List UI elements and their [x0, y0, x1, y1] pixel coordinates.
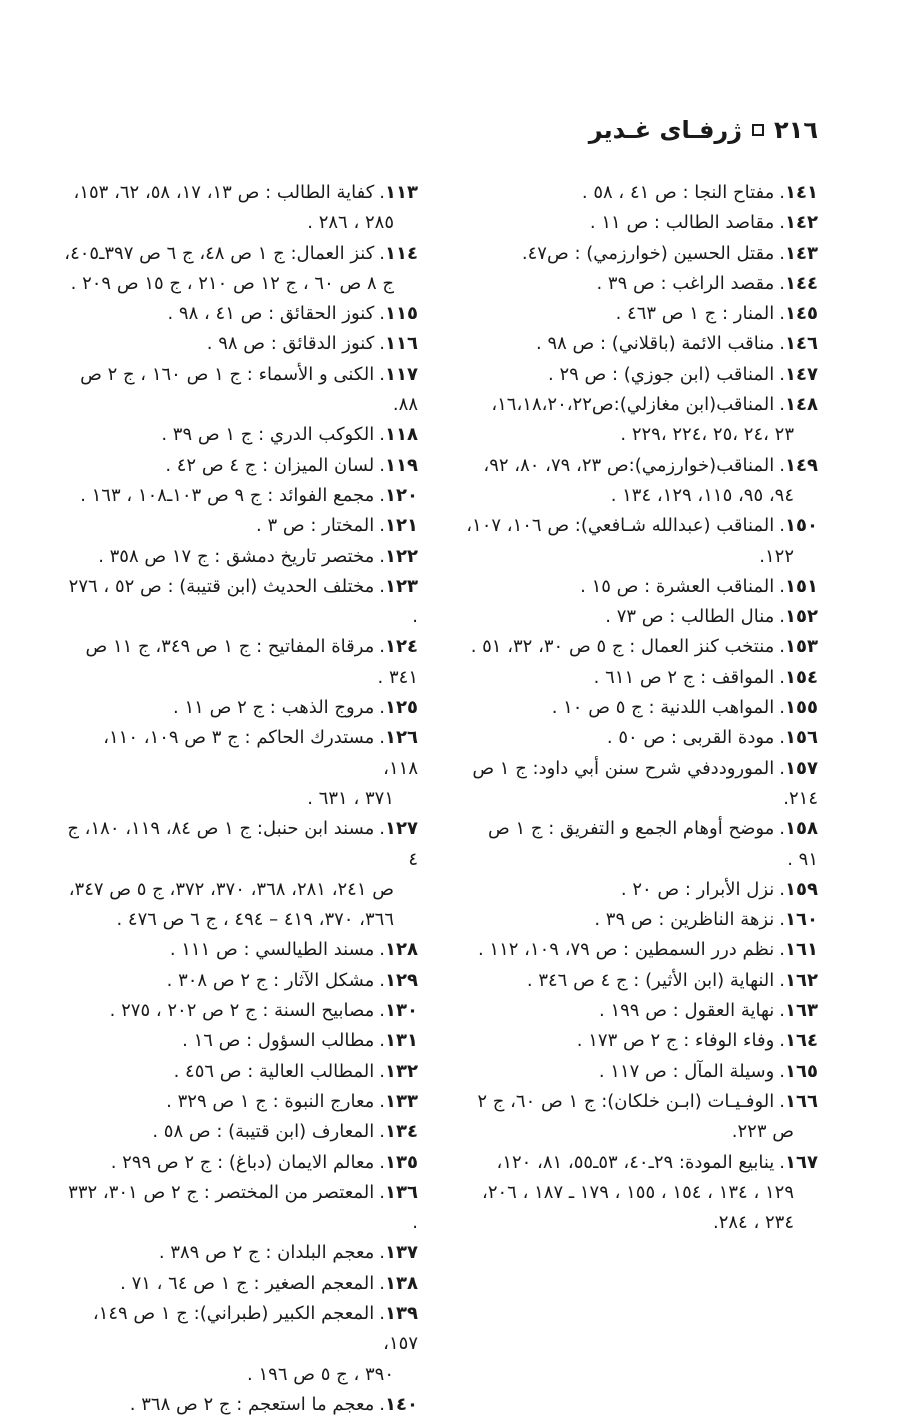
entry-text: المواقف : ج ٢ ص ٦١١ .: [593, 666, 775, 688]
reference-entry: [63, 966, 418, 996]
entry-separator: .: [379, 1121, 386, 1143]
entry-separator: .: [779, 363, 786, 385]
entry-continuation: ٢٣ ،٢٤ ،٢٥ ،٢٢٤ ،٢٢٩ .: [620, 424, 794, 446]
reference-entry: [63, 1238, 418, 1268]
entry-number: ١٦٤: [785, 1030, 818, 1052]
entry-number: ١٥٨: [785, 818, 818, 840]
reference-entry: [463, 632, 818, 662]
entry-text: المعجم الكبير (طبراني): ج ١ ص ١٤٩، ١٥٧،: [92, 1302, 418, 1355]
book-title: ژرفـاى غـدير: [588, 116, 743, 144]
entry-separator: .: [379, 545, 386, 567]
entry-separator: .: [379, 1090, 386, 1112]
entry-separator: .: [379, 1030, 386, 1052]
entry-separator: .: [379, 1181, 386, 1203]
page-header: [589, 116, 818, 144]
entry-number: ١٢٥: [385, 697, 418, 719]
entry-continuation: ١٢٩ ، ١٣٤ ، ١٥٤ ، ١٥٥ ، ١٧٩ ـ ١٨٧ ، ٢٠٦،: [482, 1181, 794, 1203]
page-number: ٢١٦: [774, 116, 818, 144]
entry-text: مسند الطيالسي : ص ١١١ .: [169, 939, 375, 961]
entry-number: ١٤٠: [385, 1393, 418, 1415]
entry-text: معارج النبوة : ج ١ ص ٣٢٩ .: [166, 1090, 375, 1112]
entry-separator: .: [779, 969, 786, 991]
entry-separator: .: [379, 575, 386, 597]
entry-text: معجم ما استعجم : ج ٢ ص ٣٦٨ .: [129, 1393, 375, 1415]
entry-text: المعجم الصغير : ج ١ ص ٦٤ ، ٧١ .: [120, 1272, 375, 1294]
reference-entry: [463, 1148, 818, 1239]
entry-separator: .: [379, 1302, 386, 1324]
entry-number: ١٣٧: [385, 1242, 418, 1264]
reference-entry: [63, 178, 418, 239]
entry-number: ١٤٧: [785, 363, 818, 385]
entry-number: ١٤٦: [785, 333, 818, 355]
entry-number: ١٢٧: [385, 818, 418, 840]
entry-separator: .: [779, 666, 786, 688]
entry-number: ١٣٠: [385, 1000, 418, 1022]
entry-separator: .: [779, 182, 786, 203]
entry-text: مصابيح السنة : ج ٢ ص ٢٠٢ ، ٢٧٥ .: [109, 1000, 375, 1022]
entry-separator: .: [779, 333, 786, 355]
entry-text: الموروددفي شرح سنن أبي داود: ج ١ ص ٢١٤.: [472, 757, 818, 809]
entry-number: ١٣١: [385, 1030, 418, 1052]
reference-entry: [463, 208, 818, 238]
reference-entry: [463, 602, 818, 632]
entry-text: معجم البلدان : ج ٢ ص ٣٨٩ .: [158, 1242, 375, 1264]
entry-number: ١٤٨: [785, 394, 818, 416]
references-column-left: [63, 178, 418, 1420]
entry-text: مروج الذهب : ج ٢ ص ١١ .: [173, 697, 375, 719]
reference-entry: [463, 239, 818, 269]
entry-text: مودة القربى : ص ٥٠ .: [606, 727, 775, 749]
entry-text: منال الطالب : ص ٧٣ .: [605, 606, 775, 628]
entry-number: ١٤٣: [785, 242, 818, 264]
entry-text: الكنى و الأسماء : ج ١ ص ١٦٠ ، ج ٢ ص ٨٨.: [80, 363, 418, 416]
entry-number: ١٥٥: [785, 697, 818, 719]
reference-entry: [63, 572, 418, 633]
entry-text: مختصر تاريخ دمشق : ج ١٧ ص ٣٥٨ .: [98, 545, 375, 567]
entry-separator: .: [379, 969, 386, 991]
entry-number: ١١٧: [385, 363, 418, 385]
entry-separator: .: [779, 1060, 786, 1082]
entry-text: كنز العمال: ج ١ ص ٤٨، ج ٦ ص ٣٩٧ـ٤٠٥،: [64, 242, 375, 264]
entry-number: ١٢٦: [385, 727, 418, 749]
entry-continuation: ٢٣٤ ، ٢٨٤.: [712, 1212, 794, 1234]
reference-entry: [63, 935, 418, 965]
reference-entry: [63, 451, 418, 481]
entry-text: المعتصر من المختصر : ج ٢ ص ٣٠١، ٣٣٢ .: [68, 1181, 418, 1234]
entry-continuation: ٢٨٥ ، ٢٨٦ .: [307, 212, 394, 234]
entry-separator: .: [779, 212, 786, 234]
entry-continuation: ١٢٢.: [759, 545, 794, 567]
entry-number: ١٢٤: [385, 636, 418, 658]
reference-entry: [63, 1087, 418, 1117]
entry-text: كفاية الطالب : ص ١٣، ١٧، ٥٨، ٦٢، ١٥٣،: [73, 182, 375, 203]
reference-entry: [463, 511, 818, 572]
entry-text: مقصد الراغب : ص ٣٩ .: [596, 272, 775, 294]
entry-continuation: ج ٨ ص ٦٠ ، ج ١٢ ص ٢١٠ ، ج ١٥ ص ٢٠٩ .: [70, 272, 394, 294]
entry-separator: .: [779, 757, 786, 779]
reference-entry: [63, 1178, 418, 1239]
entry-text: كنوز الحقائق : ص ٤١ ، ٩٨ .: [167, 303, 375, 325]
entry-separator: .: [379, 182, 386, 203]
reference-entry: [63, 1390, 418, 1420]
reference-entry: [463, 360, 818, 390]
entry-separator: .: [379, 636, 386, 658]
entry-continuation: ٩٤، ٩٥، ١١٥، ١٢٩، ١٣٤ .: [610, 484, 794, 506]
entry-number: ١٣٩: [385, 1302, 418, 1324]
entry-separator: .: [779, 727, 786, 749]
square-icon: [752, 124, 764, 136]
reference-entry: [63, 511, 418, 541]
entry-separator: .: [779, 636, 786, 658]
entry-separator: .: [379, 1242, 386, 1264]
entry-number: ١٦١: [785, 939, 818, 961]
entry-number: ١٥٦: [785, 727, 818, 749]
reference-entry: [63, 1026, 418, 1056]
entry-number: ١٦٧: [785, 1151, 818, 1173]
entry-number: ١١٤: [385, 242, 418, 264]
entry-separator: .: [779, 818, 786, 840]
entry-separator: .: [779, 697, 786, 719]
entry-text: نهاية العقول : ص ١٩٩ .: [599, 1000, 775, 1022]
entry-separator: .: [379, 818, 386, 840]
entry-continuation: ص ٢٢٣.: [731, 1121, 794, 1143]
entry-number: ١٢٩: [385, 969, 418, 991]
entry-separator: .: [379, 454, 386, 476]
reference-entry: [463, 723, 818, 753]
reference-entry: [63, 360, 418, 421]
entry-number: ١٥٢: [785, 606, 818, 628]
reference-entry: [463, 1087, 818, 1148]
entry-number: ١٤٢: [785, 212, 818, 234]
entry-separator: .: [379, 515, 386, 537]
entry-number: ١٢١: [385, 515, 418, 537]
reference-entry: [463, 451, 818, 512]
reference-entry: [463, 693, 818, 723]
entry-separator: .: [779, 272, 786, 294]
entry-text: نزل الأبرار : ص ٢٠ .: [620, 878, 775, 900]
references-column-right: [463, 178, 818, 1238]
reference-entry: [63, 693, 418, 723]
reference-entry: [63, 329, 418, 359]
entry-text: الكوكب الدري : ج ١ ص ٣٩ .: [161, 424, 375, 446]
entry-number: ١٢٨: [385, 939, 418, 961]
entry-text: المنار : ج ١ ص ٤٦٣ .: [615, 303, 775, 325]
entry-continuation: ص ٢٤١، ٢٨١، ٣٦٨، ٣٧٠، ٣٧٢، ج ٥ ص ٣٤٧،: [68, 878, 394, 900]
reference-entry: [463, 875, 818, 905]
entry-continuation: ٣٧١ ، ٦٣١ .: [307, 787, 394, 809]
entry-continuation: ٣٩٠ ، ج ٥ ص ١٩٦ .: [247, 1363, 394, 1385]
entry-number: ١١٥: [385, 303, 418, 325]
entry-separator: .: [379, 1060, 386, 1082]
entry-separator: .: [379, 1272, 386, 1294]
reference-entry: [463, 814, 818, 875]
reference-entry: [463, 663, 818, 693]
reference-entry: [63, 996, 418, 1026]
reference-entry: [463, 1057, 818, 1087]
reference-entry: [463, 754, 818, 815]
entry-text: مرقاة المفاتيح : ج ١ ص ٣٤٩، ج ١١ ص ٣٤١ .: [85, 636, 418, 688]
entry-separator: .: [379, 484, 386, 506]
entry-number: ١٣٦: [385, 1181, 418, 1203]
reference-entry: [463, 966, 818, 996]
entry-separator: .: [379, 939, 386, 961]
entry-text: النهاية (ابن الأثير) : ج ٤ ص ٣٤٦ .: [526, 969, 775, 991]
reference-entry: [463, 178, 818, 208]
entry-text: مشكل الآثار : ج ٢ ص ٣٠٨ .: [166, 969, 375, 991]
entry-text: نزهة الناظرين : ص ٣٩ .: [594, 909, 775, 931]
entry-text: نظم درر السمطين : ص ٧٩، ١٠٩، ١١٢ .: [477, 939, 775, 961]
entry-number: ١٥٧: [785, 757, 818, 779]
entry-text: مقاصد الطالب : ص ١١ .: [589, 212, 775, 234]
entry-text: لسان الميزان : ج ٤ ص ٤٢ .: [165, 454, 375, 476]
entry-text: المناقب(خوارزمي):ص ٢٣، ٧٩، ٨٠، ٩٢،: [483, 454, 775, 476]
entry-text: المناقب (عبدالله شـافعي): ص ١٠٦، ١٠٧،: [466, 515, 775, 537]
entry-text: المناقب (ابن جوزي) : ص ٢٩ .: [548, 363, 775, 385]
entry-text: مفتاح النجا : ص ٤١ ، ٥٨ .: [581, 182, 775, 203]
entry-number: ١٥٤: [785, 666, 818, 688]
entry-number: ١٣٣: [385, 1090, 418, 1112]
entry-text: المواهب اللدنية : ج ٥ ص ١٠ .: [551, 697, 775, 719]
entry-separator: .: [379, 1393, 386, 1415]
entry-continuation: ٣٦٦، ٣٧٠، ٤١٩ – ٤٩٤ ، ج ٦ ص ٤٧٦ .: [116, 909, 394, 931]
entry-number: ١٥٩: [785, 878, 818, 900]
reference-entry: [63, 420, 418, 450]
reference-entry: [463, 269, 818, 299]
entry-text: المناقب(ابن مغازلي):ص١٦،١٨،٢٠،٢٢،: [491, 394, 775, 416]
entry-separator: .: [379, 303, 386, 325]
entry-text: المعارف (ابن قتيبة) : ص ٥٨ .: [152, 1121, 375, 1143]
entry-text: المطالب العالية : ص ٤٥٦ .: [173, 1060, 375, 1082]
entry-number: ١٤٥: [785, 303, 818, 325]
entry-separator: .: [779, 1090, 786, 1112]
entry-number: ١٦٥: [785, 1060, 818, 1082]
entry-text: ينابيع المودة: ٢٩ـ٤٠، ٥٣ـ٥٥، ٨١، ١٢٠،: [496, 1151, 775, 1173]
entry-number: ١٤٩: [785, 454, 818, 476]
entry-separator: .: [779, 303, 786, 325]
entry-number: ١١٣: [385, 182, 418, 203]
entry-text: وسيلة المآل : ص ١١٧ .: [598, 1060, 775, 1082]
entry-separator: .: [779, 1000, 786, 1022]
reference-entry: [63, 1057, 418, 1087]
reference-entry: [463, 329, 818, 359]
entry-separator: .: [379, 242, 386, 264]
entry-number: ١٢٣: [385, 575, 418, 597]
entry-separator: .: [779, 606, 786, 628]
entry-number: ١٣٤: [385, 1121, 418, 1143]
entry-text: مقتل الحسين (خوارزمي) : ص٤٧.: [521, 242, 775, 264]
entry-number: ١٤١: [785, 182, 818, 203]
entry-separator: .: [379, 697, 386, 719]
reference-entry: [63, 1269, 418, 1299]
reference-entry: [63, 1299, 418, 1390]
entry-text: مطالب السؤول : ص ١٦ .: [182, 1030, 375, 1052]
entry-number: ١٦٢: [785, 969, 818, 991]
reference-entry: [463, 390, 818, 451]
entry-separator: .: [379, 333, 386, 355]
entry-text: المناقب العشرة : ص ١٥ .: [580, 575, 775, 597]
reference-entry: [463, 935, 818, 965]
entry-number: ١٤٤: [785, 272, 818, 294]
entry-number: ١٥٠: [785, 515, 818, 537]
entry-number: ١٦٣: [785, 1000, 818, 1022]
entry-number: ١٥١: [785, 575, 818, 597]
entry-separator: .: [779, 939, 786, 961]
entry-separator: .: [779, 909, 786, 931]
entry-separator: .: [779, 878, 786, 900]
reference-entry: [463, 299, 818, 329]
entry-text: معالم الايمان (دباغ) : ج ٢ ص ٢٩٩ .: [110, 1151, 375, 1173]
entry-separator: .: [779, 575, 786, 597]
entry-text: مجمع الفوائد : ج ٩ ص ١٠٣ـ١٠٨ ، ١٦٣ .: [80, 484, 375, 506]
entry-number: ١٢٢: [385, 545, 418, 567]
reference-entry: [63, 239, 418, 300]
entry-number: ١١٨: [385, 424, 418, 446]
entry-separator: .: [779, 1151, 786, 1173]
reference-entry: [63, 1117, 418, 1147]
entry-text: مسند ابن حنبل: ج ١ ص ٨٤، ١١٩، ١٨٠، ج ٤: [67, 818, 418, 870]
entry-text: منتخب كنز العمال : ج ٥ ص ٣٠، ٣٢، ٥١ .: [470, 636, 775, 658]
entry-number: ١٣٥: [385, 1151, 418, 1173]
entry-separator: .: [779, 454, 786, 476]
reference-entry: [63, 542, 418, 572]
entry-number: ١٢٠: [385, 484, 418, 506]
entry-text: المختار : ص ٣ .: [256, 515, 375, 537]
reference-entry: [463, 996, 818, 1026]
entry-separator: .: [379, 1000, 386, 1022]
entry-number: ١١٩: [385, 454, 418, 476]
entry-text: وفاء الوفاء : ج ٢ ص ١٧٣ .: [576, 1030, 775, 1052]
entry-number: ١٦٠: [785, 909, 818, 931]
entry-number: ١٣٢: [385, 1060, 418, 1082]
entry-text: مناقب الائمة (باقلاني) : ص ٩٨ .: [535, 333, 775, 355]
entry-text: مستدرك الحاكم : ج ٣ ص ١٠٩، ١١٠، ١١٨،: [103, 727, 418, 779]
entry-separator: .: [379, 1151, 386, 1173]
entry-separator: .: [779, 242, 786, 264]
reference-entry: [463, 905, 818, 935]
entry-separator: .: [379, 727, 386, 749]
reference-entry: [63, 299, 418, 329]
reference-entry: [463, 572, 818, 602]
reference-entry: [63, 814, 418, 935]
entry-text: الوفـيـات (ابـن خلكان): ج ١ ص ٦٠، ج ٢: [477, 1090, 775, 1112]
entry-separator: .: [779, 394, 786, 416]
reference-entry: [63, 632, 418, 693]
reference-entry: [63, 481, 418, 511]
entry-text: كنوز الدقائق : ص ٩٨ .: [206, 333, 375, 355]
entry-number: ١٦٦: [785, 1090, 818, 1112]
entry-separator: .: [379, 363, 386, 385]
reference-entry: [463, 1026, 818, 1056]
entry-separator: .: [779, 1030, 786, 1052]
entry-number: ١٣٨: [385, 1272, 418, 1294]
entry-separator: .: [779, 515, 786, 537]
entry-text: مختلف الحديث (ابن قتيبة) : ص ٥٢ ، ٢٧٦ .: [68, 575, 418, 628]
entry-number: ١٥٣: [785, 636, 818, 658]
entry-separator: .: [379, 424, 386, 446]
entry-text: موضح أوهام الجمع و التفريق : ج ١ ص ٩١ .: [487, 818, 818, 870]
reference-entry: [63, 1148, 418, 1178]
reference-entry: [63, 723, 418, 814]
entry-number: ١١٦: [385, 333, 418, 355]
